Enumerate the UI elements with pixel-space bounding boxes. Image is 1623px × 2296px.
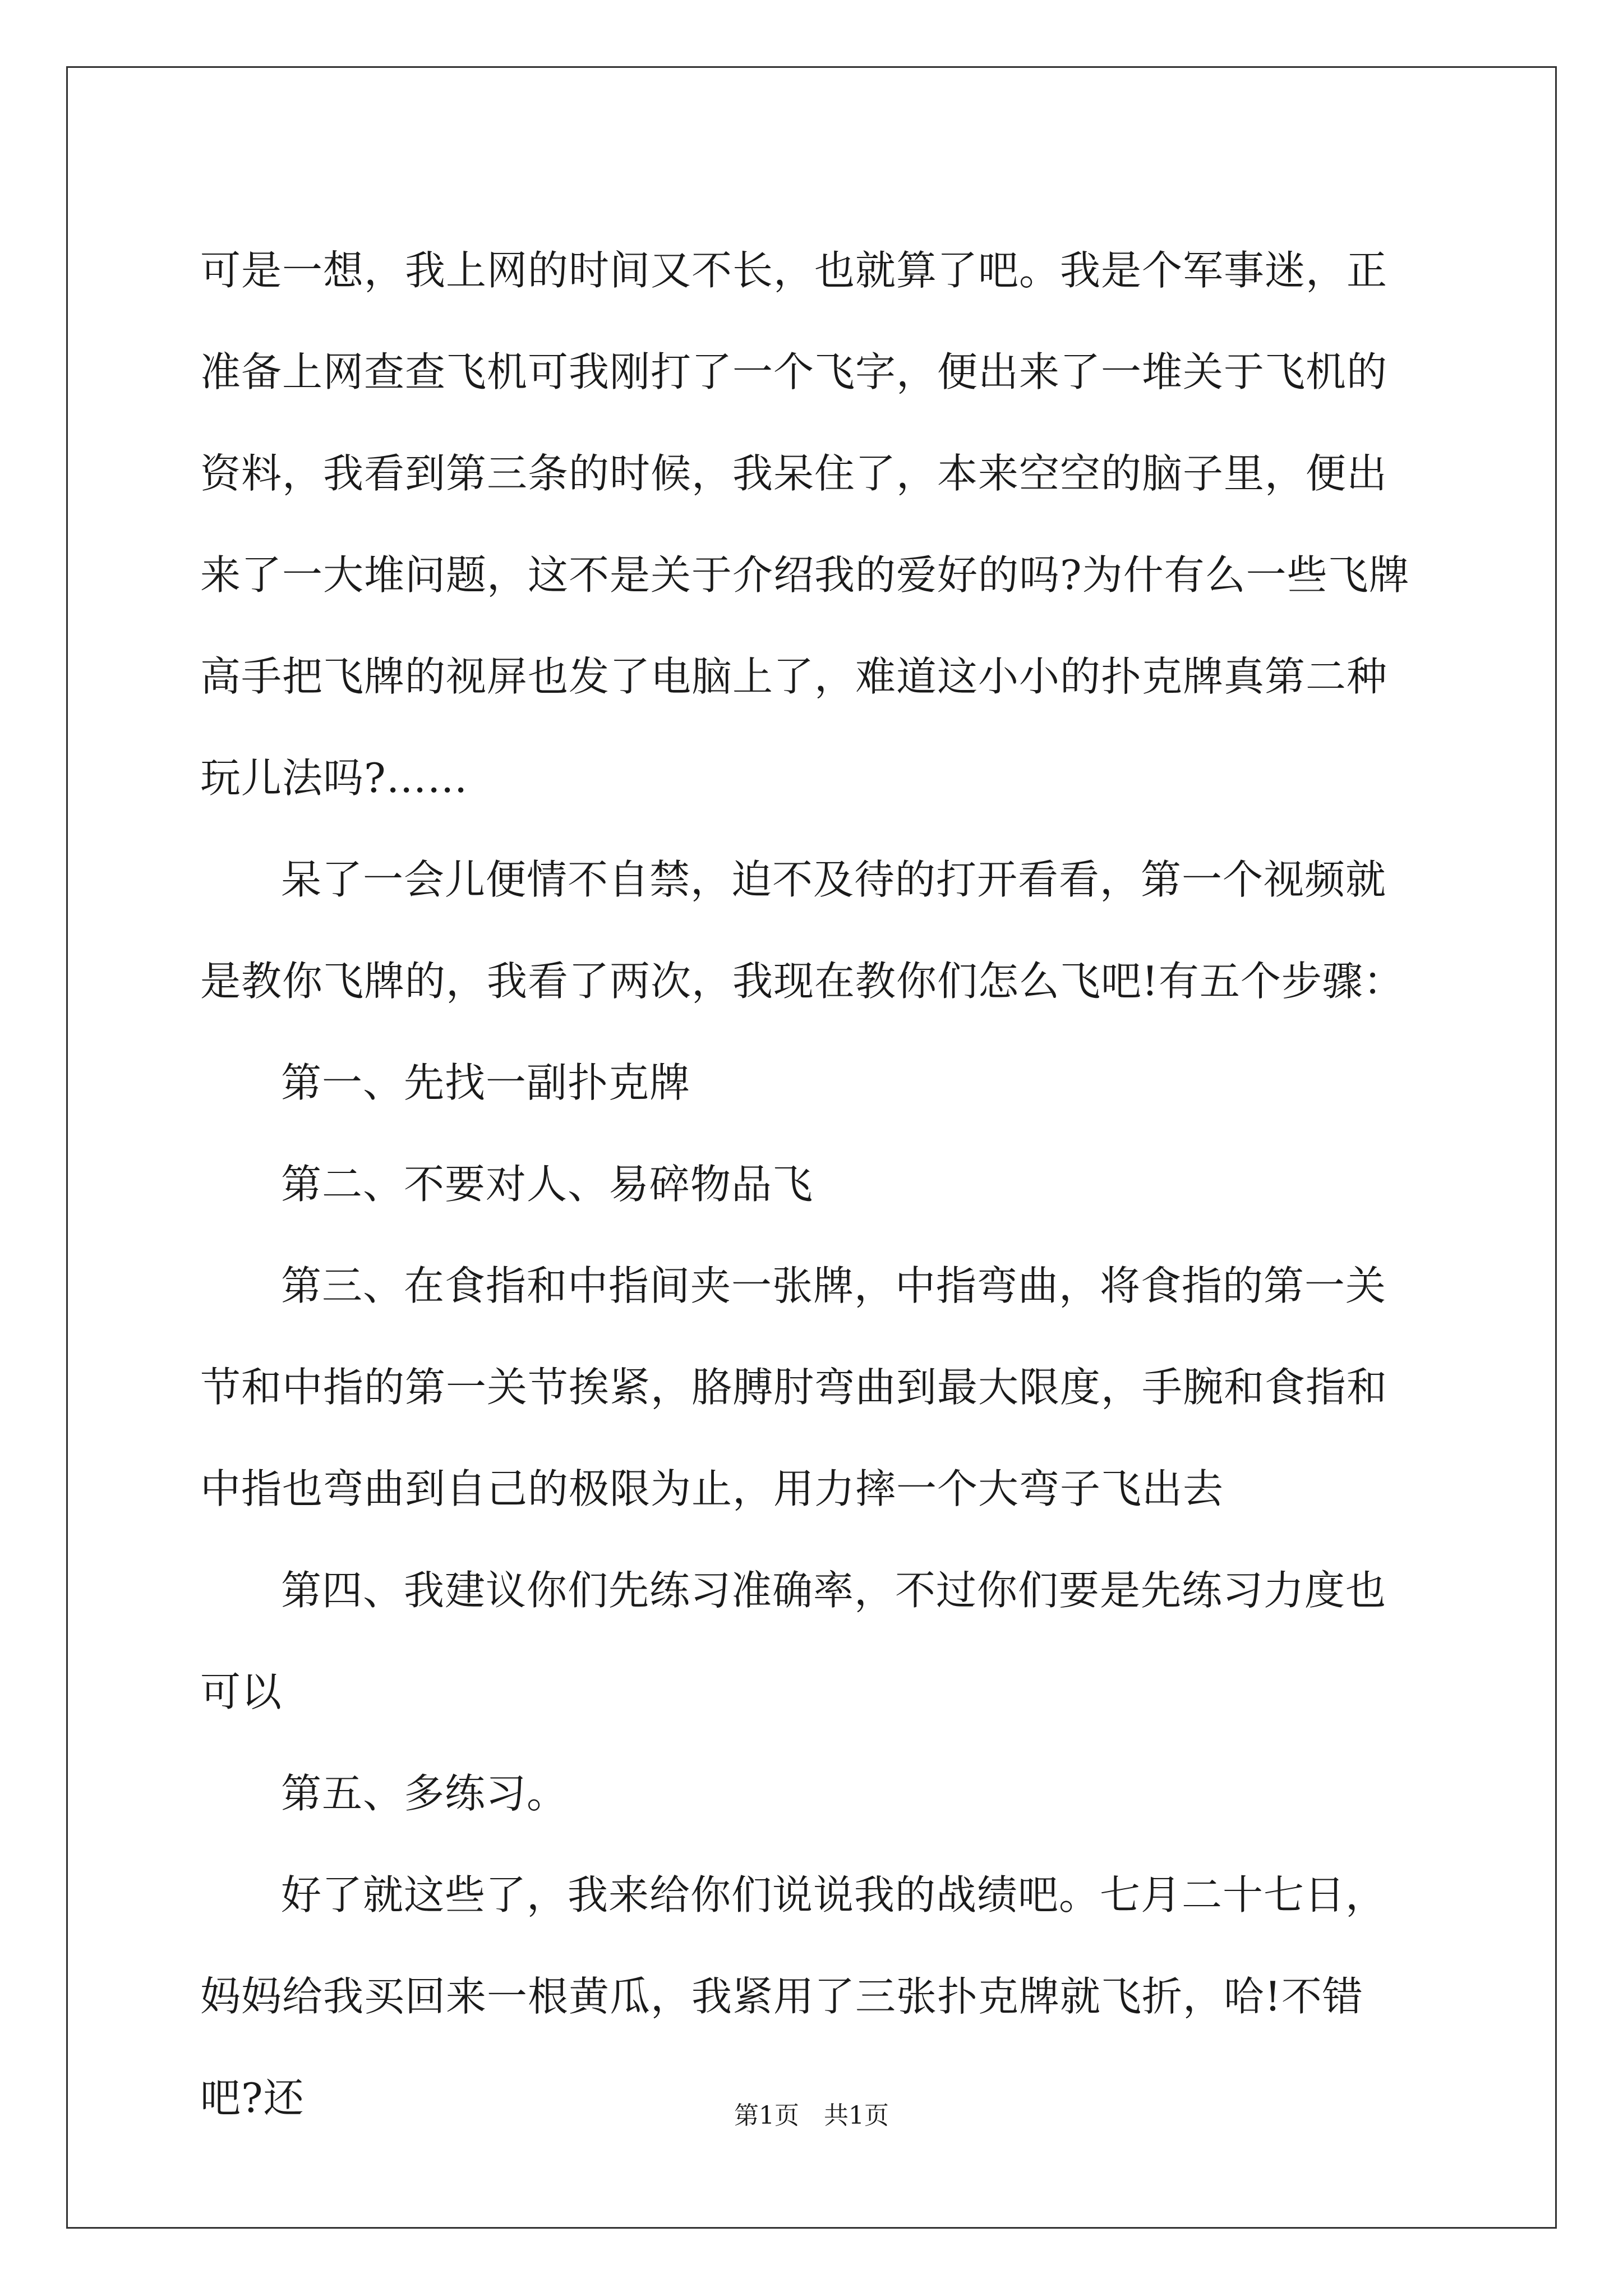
paragraph: 第一、先找一副扑克牌 (281, 1059, 691, 1106)
paragraph: 第二、不要对人、易碎物品飞 (281, 1161, 814, 1208)
paragraph: 好了就这些了，我来给你们说说我的战绩吧。七月二十七日，妈妈给我买回来一根黄瓜，我紧用了三张扑克牌就飞折，哈!不错吧?还 (200, 1871, 1387, 2122)
page-number-footer: 第1页 共1页 (734, 2101, 889, 2130)
paragraph: 可是一想，我上网的时间又不长，也就算了吧。我是个军事迷，正准备上网查查飞机可我刚打了一个飞字，便出来了一堆关于飞机的资料，我看到第三条的时候，我呆住了，本来空空的脑子里，便出来了一大堆问题，这不是关于介绍我的爱好的吗?为什有么一些飞牌高手把飞牌的视屏也发了电脑上了，难道这小小的扑克牌真第二种玩儿法吗?…… (200, 247, 1410, 802)
paragraph: 第四、我建议你们先练习准确率，不过你们要是先练习力度也可以 (200, 1567, 1387, 1715)
paragraph: 第五、多练习。 (281, 1770, 568, 1817)
paragraph: 第三、在食指和中指间夹一张牌，中指弯曲，将食指的第一关节和中指的第一关节挨紧，胳膊肘弯曲到最大限度，手腕和食指和中指也弯曲到自己的极限为止，用力摔一个大弯子飞出去 (200, 1262, 1388, 1512)
document-body (200, 220, 1423, 2149)
paragraph: 呆了一会儿便情不自禁，迫不及待的打开看看，第一个视频就是教你飞牌的，我看了两次，我现在教你们怎么飞吧!有五个步骤： (200, 856, 1404, 1005)
